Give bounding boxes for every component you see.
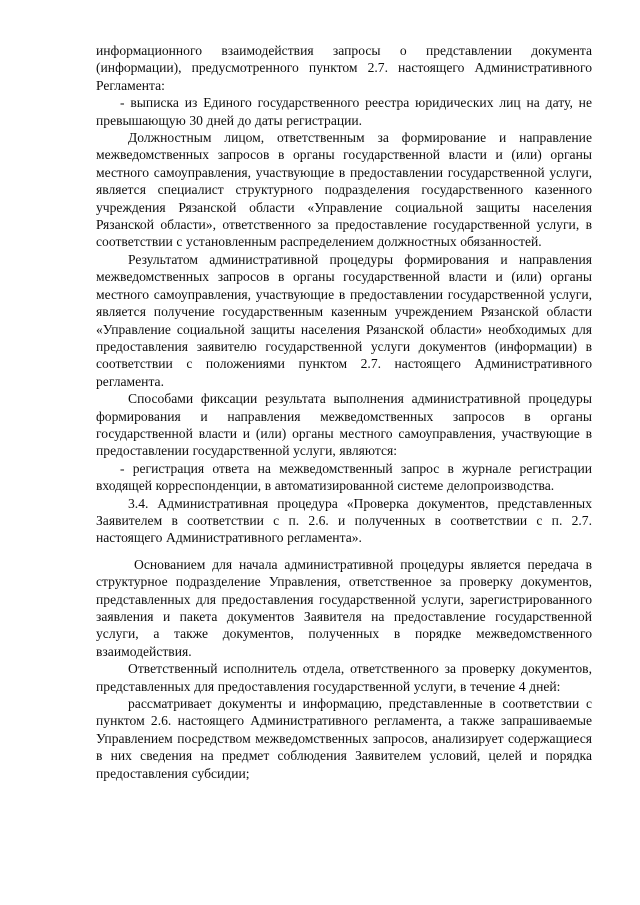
paragraph-extract-item: - выписка из Единого государственного реестра юридических лиц на дату, не превышающую 30 дней до даты регистрации. bbox=[96, 95, 592, 128]
paragraph-procedure-basis: Основанием для начала административной процедуры является передача в структурное подразделение Управления, ответственное за проверку документов, представленных для предоставления государственной услуги, зарегистрированного заявления и пакета документов Заявителя на предоставление государственной услуги, а также документов, полученных в порядке межведомственного взаимодействия. bbox=[96, 556, 592, 659]
paragraph-fixation-methods: Способами фиксации результата выполнения административной процедуры формирования и направления межведомственных запросов в органы государственной власти и (или) органы местного самоуправления, участвующие в предоставлении государственной услуги, являются: bbox=[96, 391, 592, 459]
paragraph-responsible-executor: Ответственный исполнитель отдела, ответственного за проверку документов, представленных для предоставления государственной услуги, в течение 4 дней: bbox=[96, 661, 592, 694]
paragraph-reviews-documents: рассматривает документы и информацию, представленные в соответствии с пунктом 2.6. настоящего Административного регламента, а также запрашиваемые Управлением посредством межведомственных запросов, анализирует содержащиеся в них сведения на предмет соблюдения Заявителем условий, целей и порядка предоставления субсидии; bbox=[96, 696, 592, 781]
paragraph-responsible-official: Должностным лицом, ответственным за формирование и направление межведомственных запросов в органы государственной власти и (или) органы местного самоуправления, участвующие в предоставлении государственной услуги, является специалист структурного подразделения государственного казенного учреждения Рязанской области «Управление социальной защиты населения Рязанской области», ответственного за предоставление государственной услуги, в соответствии с установленным распределением должностных обязанностей. bbox=[96, 130, 592, 250]
paragraph-registration-item: - регистрация ответа на межведомственный запрос в журнале регистрации входящей корреспонденции, в автоматизированной системе делопроизводства. bbox=[96, 460, 592, 494]
section-heading-3-4: 3.4. Административная процедура «Проверка документов, представленных Заявителем в соответствии с п. 2.6. и полученных в соответствии с п. 2.7. настоящего Административного регламента». bbox=[96, 495, 592, 546]
paragraph-intro-continuation: информационного взаимодействия запросы о представлении документа (информации), предусмотренного пунктом 2.7. настоящего Административного Регламента: bbox=[96, 43, 592, 93]
paragraph-procedure-result: Результатом административной процедуры формирования и направления межведомственных запросов в органы государственной власти и (или) органы местного самоуправления, участвующие в предоставлении государственной услуги, является получение государственным казенным учреждением Рязанской области «Управление социальной защиты населения Рязанской области» необходимых для предоставления заявителю государственной услуги документов (информации) в соответствии с положениями пунктом 2.7. настоящего Административного регламента. bbox=[96, 251, 592, 389]
